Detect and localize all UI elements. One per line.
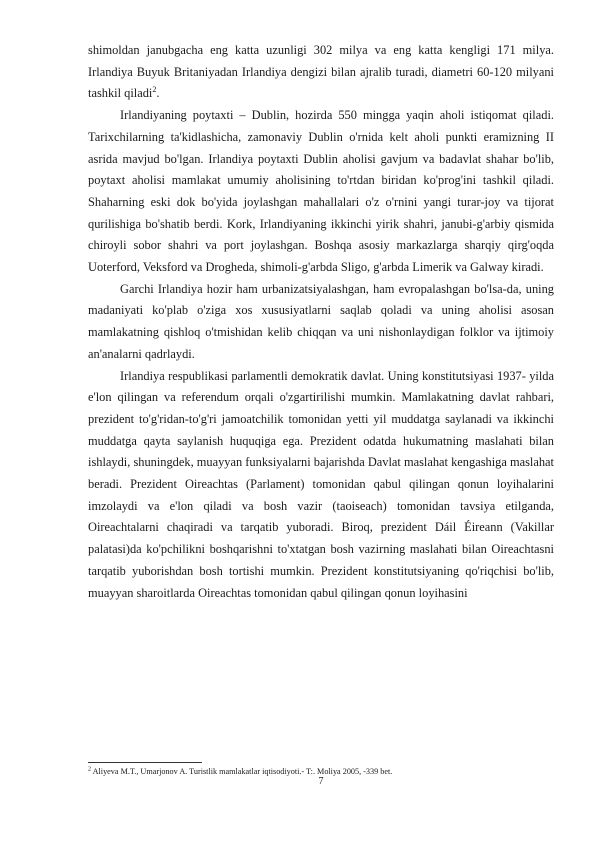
paragraph-4: Irlandiya respublikasi parlamentli demokratik davlat. Uning konstitutsiyasi 1937- yilda e'lon qilingan va referendum orqali o'zgartirilishi mumkin. Mamlakatning davlat rahbari, prezident to'g'ridan-to'g'ri jamoatchilik tomonidan yetti yil muddatga saylanadi va ikkinchi muddatga qayta saylanish huquqiga ega. Prezident odatda hukumatning maslahati bilan ishlaydi, shuningdek, muayyan funksiyalarni bajarishda Davlat maslahat kengashiga maslahat beradi. Prezident Oireachtas (Parlament) tomonidan qabul qilingan qonun loyihalarini imzolaydi va e'lon qiladi va bosh vazir (taoiseach) tomonidan tavsiya etilganda, Oireachtalarni chaqiradi va tarqatib yuboradi. Biroq, prezident Dáil Éireann (Vakillar palatasi)da ko'pchilikni boshqarishni to'xtatgan bosh vazirning maslahati bilan Oireachtasni tarqatib yuborishdan bosh tortishi mumkin. Prezident konstitutsiyaning qo'riqchisi bo'lib, muayyan sharoitlarda Oireachtas tomonidan qabul qilingan qonun loyihasini (88, 368, 554, 600)
body-text (88, 40, 554, 604)
paragraph-1-tail: . (156, 86, 160, 101)
footnote-divider (88, 762, 202, 763)
footnote-ref: 2 (152, 85, 157, 95)
page-number: 7 (318, 776, 324, 787)
paragraph-2: Irlandiyaning poytaxti – Dublin, hozirda 550 mingga yaqin aholi istiqomat qiladi. Tarixchilarning ta'kidlashicha, zamonaviy Dublin o'rnida kelt aholi punkti eramizning II asrida mavjud bo'lgan. Irlandiya poytaxti Dublin aholisi gavjum va badavlat shahar bo'lib, poytaxt aholisi mamlakat umumiy aholisining to'rtdan biridan ko'prog'ini tashkil qiladi. Shaharning eski dok bo'yida joylashgan mahallalari o'z o'rnini yangi turar-joy va tijorat qurilishiga bo'shatib berdi. Kork, Irlandiyaning ikkinchi yirik shahri, janubi-g'arbiy qismida chiroyli sobor shahri va port joylashgan. Boshqa asosiy markazlarga sharqiy qirg'oqda Uoterford, Veksford va Drogheda, shimoli-g'arbda Sligo, g'arbda Limerik va Galway kiradi. (88, 108, 554, 275)
footnote-text: Aliyeva M.T., Umarjonov A. Turistlik mamlakatlar iqtisodiyoti.- T:. Moliya 2005, -339 bet. (92, 767, 393, 776)
footnote-marker: 2 (88, 766, 91, 773)
paragraph-1-text: shimoldan janubgacha eng katta uzunligi 302 milya va eng katta kengligi 171 milya. Irlandiya Buyuk Britaniyadan Irlandiya dengizi bilan ajralib turadi, diametri 60-120 milyani tashkil qiladi (88, 43, 554, 101)
paragraph-3: Garchi Irlandiya hozir ham urbanizatsiyalashgan, ham evropalashgan bo'lsa-da, uning madaniyati ko'plab o'ziga xos xususiyatlarni saqlab qoladi va uning aholisi asosan mamlakatning qishloq o'tmishidan kelib chiqqan va uni nishonlaydigan folklor va ijtimoiy an'analarni qadrlaydi. (88, 281, 554, 361)
paragraph-1 (88, 40, 554, 105)
